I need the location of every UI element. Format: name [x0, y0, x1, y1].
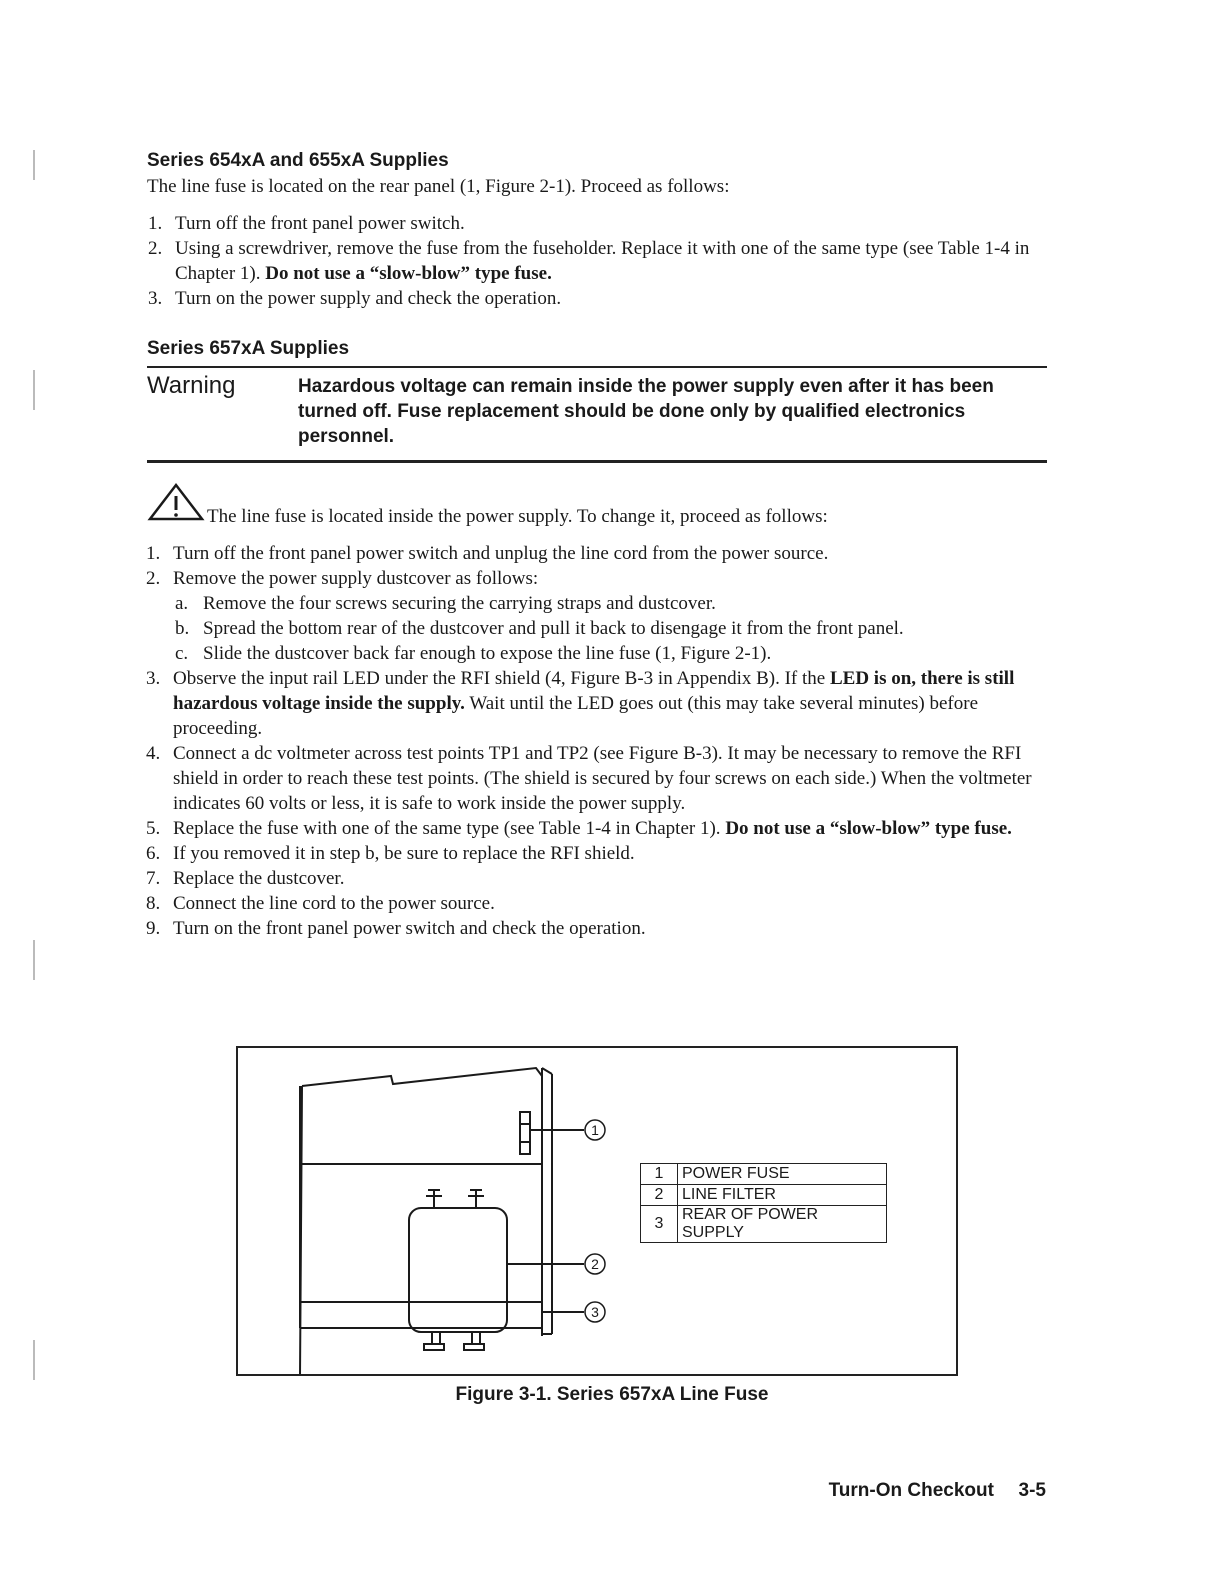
section-heading-654-655: Series 654xA and 655xA Supplies [147, 150, 449, 171]
list-item: 4. Connect a dc voltmeter across test points TP1 and TP2 (see Figure B-3). It may be necessary to remove the RFI shield in order to reach these test points. (The shield is secured by four screws on each side.) When the voltmeter indicates 60 volts or less, it is safe to work inside the power supply. [146, 743, 1032, 814]
list-item: 5. Replace the fuse with one of the same type (see Table 1-4 in Chapter 1). Do not use a “slow-blow” type fuse. [146, 818, 1012, 839]
list-item: 3. Turn on the power supply and check the operation. [148, 288, 562, 309]
list-item: 1. Turn off the front panel power switch and unplug the line cord from the power source. [146, 543, 829, 564]
section-intro-657: The line fuse is located inside the power supply. To change it, proceed as follows: [207, 506, 828, 527]
table-row: 3 REAR OF POWER SUPPLY [641, 1206, 887, 1243]
list-item: 8. Connect the line cord to the power source. [146, 893, 495, 914]
warning-text: Hazardous voltage can remain inside the power supply even after it has been turned off. Fuse replacement should be done only by qualified electronics personnel. [298, 376, 994, 447]
callout-1: 1 [591, 1122, 599, 1138]
scan-edge-mark [33, 940, 35, 980]
scan-edge-mark [33, 370, 35, 410]
warning-label: Warning [147, 372, 236, 399]
list-item: 3. Observe the input rail LED under the RFI shield (4, Figure B-3 in Appendix B). If the LED is on, there is still hazardous voltage inside the supply. Wait until the LED goes out (this may take several minutes) before proceeding. [146, 668, 1015, 739]
steps-list-654-655 [148, 211, 1045, 311]
list-item: 9. Turn on the front panel power switch and check the operation. [146, 918, 646, 939]
table-row: 1 POWER FUSE [641, 1164, 887, 1185]
list-item: c. Slide the dustcover back far enough to expose the line fuse (1, Figure 2-1). [175, 643, 772, 664]
figure-legend-table [640, 1163, 887, 1243]
section-heading-657: Series 657xA Supplies [147, 338, 350, 359]
list-item: 1. Turn off the front panel power switch. [148, 213, 465, 234]
callout-3: 3 [591, 1304, 599, 1320]
scan-edge-mark [33, 1340, 35, 1380]
list-item: b. Spread the bottom rear of the dustcover and pull it back to disengage it from the front panel. [175, 618, 904, 639]
list-item: 2. Using a screwdriver, remove the fuse from the fuseholder. Replace it with one of the same type (see Table 1-4 in Chapter 1). Do not use a “slow-blow” type fuse. [148, 238, 1030, 284]
footer-chapter: Turn-On Checkout [828, 1480, 994, 1501]
warning-triangle-icon [147, 482, 205, 522]
list-item: 7. Replace the dustcover. [146, 868, 345, 889]
list-item: 6. If you removed it in step b, be sure to replace the RFI shield. [146, 843, 635, 864]
callout-2: 2 [591, 1256, 599, 1272]
footer-page-number: 3-5 [1018, 1480, 1046, 1501]
table-row: 2 LINE FILTER [641, 1185, 887, 1206]
steps-list-657 [146, 541, 1033, 941]
warning-bottom-rule [147, 460, 1047, 463]
page-footer [829, 1480, 1046, 1502]
scan-edge-mark [33, 150, 35, 180]
warning-top-rule [147, 366, 1047, 368]
section-intro-654-655: The line fuse is located on the rear panel (1, Figure 2-1). Proceed as follows: [147, 176, 730, 197]
list-item: 2. Remove the power supply dustcover as follows: [146, 568, 539, 589]
list-item: a. Remove the four screws securing the carrying straps and dustcover. [175, 593, 716, 614]
figure-caption: Figure 3-1. Series 657xA Line Fuse [455, 1384, 769, 1405]
